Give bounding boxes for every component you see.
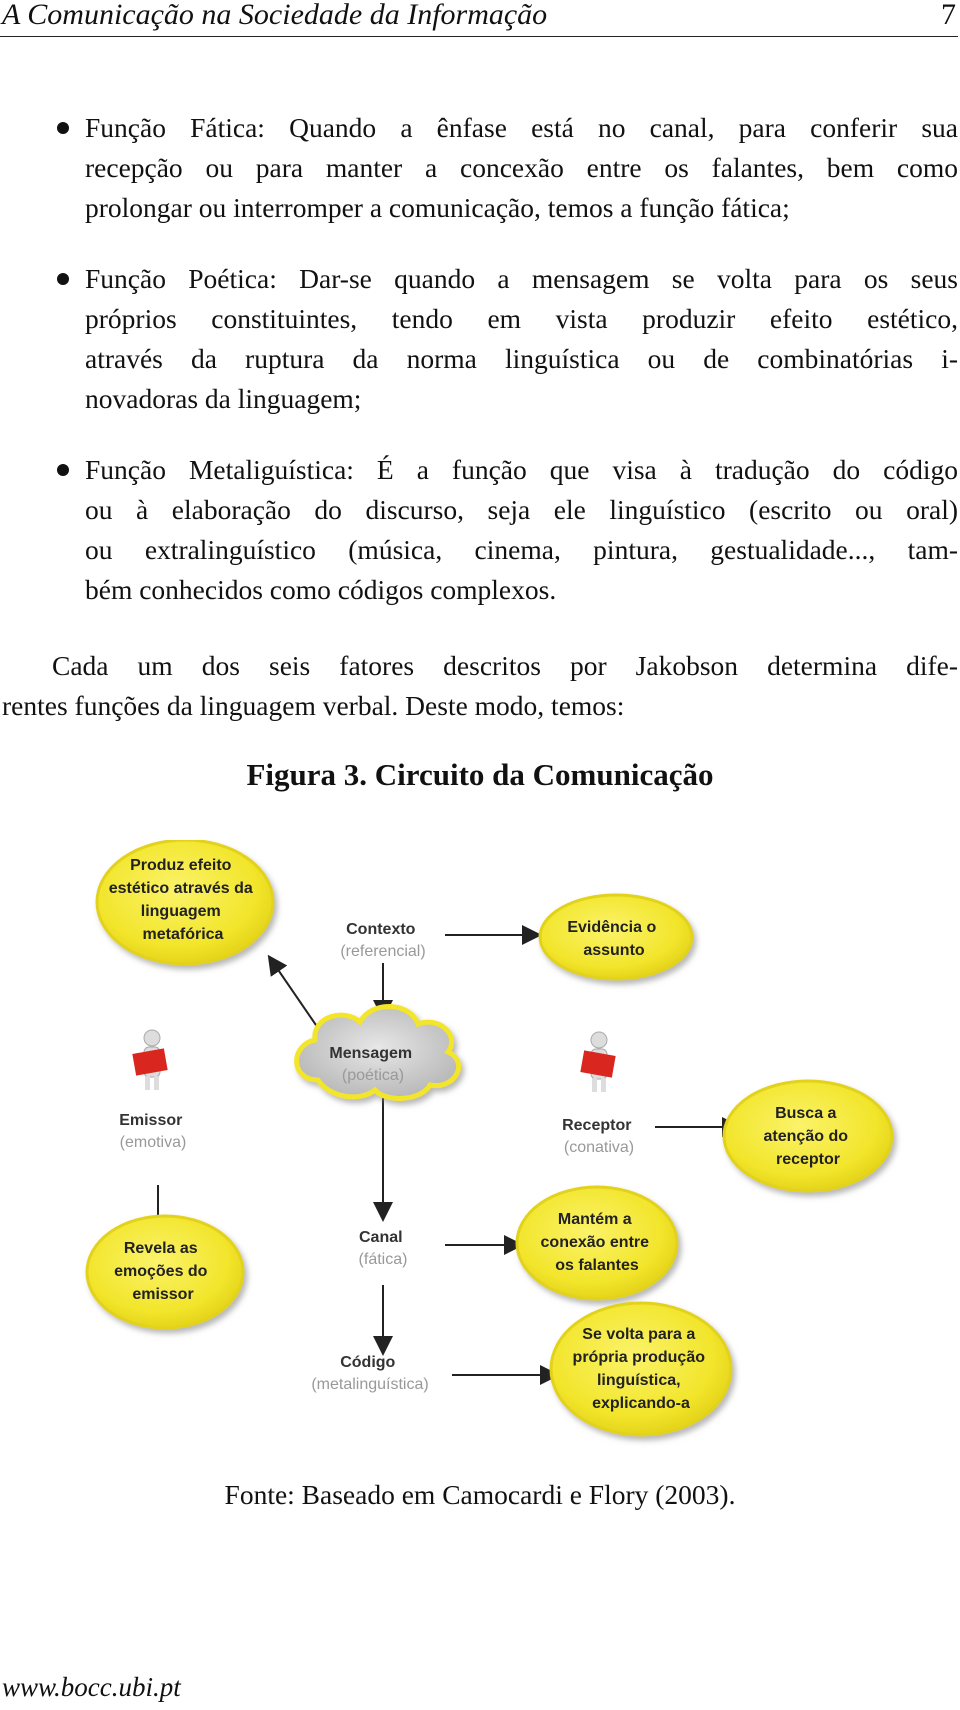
text-line: recepção ou para manter a concexão entre os falantes, bem como (85, 152, 958, 183)
mensagem-label: Mensagem (poética) (329, 1045, 413, 1084)
arrow-mensagem-to-produz (270, 958, 318, 1028)
bullet-item-metalinguistica (85, 450, 958, 610)
bubble-revela-text: Revela as emoções do emissor (114, 1240, 208, 1303)
header-title: A Comunicação na Sociedade da Informação (2, 0, 548, 31)
bubble-busca-text: Busca a atenção do receptor (763, 1105, 849, 1168)
communication-circuit-diagram (0, 840, 960, 1460)
receptor-label: Receptor (conativa) (562, 1117, 635, 1156)
text-line: ou à elaboração do discurso, seja ele linguístico (escrito ou oral) (85, 494, 958, 525)
text-line: Função Metaliguística: É a função que visa à tradução do código (85, 454, 958, 485)
text-line: ou extralinguístico (música, cinema, pintura, gestualidade..., tam- (85, 534, 958, 565)
text-line: próprios constituintes, tendo em vista produzir efeito estético, (85, 303, 958, 334)
receptor-person-icon (580, 1032, 615, 1092)
text-line: Cada um dos seis fatores descritos por Jakobson determina dife- (52, 650, 958, 681)
bubble-produz-text: Produz efeito estético através da linguagem metafórica (108, 857, 253, 943)
bullet-dot (57, 122, 69, 134)
running-header (0, 0, 958, 37)
bullet-item-poetica (85, 259, 958, 419)
text-line: novadoras da linguagem; (85, 383, 362, 414)
bullet-dot (57, 464, 69, 476)
text-line: Função Poética: Dar-se quando a mensagem se volta para os seus (85, 263, 958, 294)
canal-label: Canal (fática) (358, 1229, 408, 1268)
text-line: rentes funções da linguagem verbal. Deste modo, temos: (2, 690, 625, 721)
contexto-label: Contexto (referencial) (340, 921, 426, 960)
bullet-dot (57, 273, 69, 285)
footer-url[interactable]: www.bocc.ubi.pt (2, 1672, 181, 1702)
text-line: Função Fática: Quando a ênfase está no canal, para conferir sua (85, 112, 958, 143)
bubble-mantem-text: Mantém a conexão entre os falantes (540, 1211, 650, 1274)
bubble-volta-text: Se volta para a própria produção linguística, explicando-a (572, 1326, 705, 1412)
emissor-person-icon (132, 1030, 167, 1090)
text-line: bém conhecidos como códigos complexos. (85, 574, 557, 605)
figure-title: Figura 3. Circuito da Comunicação (246, 757, 714, 792)
page-number: 7 (941, 0, 956, 31)
emissor-label: Emissor (emotiva) (119, 1112, 187, 1151)
figure-source: Fonte: Baseado em Camocardi e Flory (2003). (224, 1479, 736, 1510)
bubble-evidencia-text: Evidência o assunto (567, 919, 657, 959)
bullet-item-fatica (85, 108, 958, 228)
text-line: prolongar ou interromper a comunicação, temos a função fática; (85, 192, 790, 223)
bubble-volta (551, 1303, 731, 1435)
text-line: através da ruptura da norma linguística ou de combinatórias i- (85, 343, 958, 374)
bubble-evidencia (540, 895, 692, 979)
codigo-label: Código (metalinguística) (311, 1354, 429, 1393)
body-paragraph (2, 646, 958, 726)
